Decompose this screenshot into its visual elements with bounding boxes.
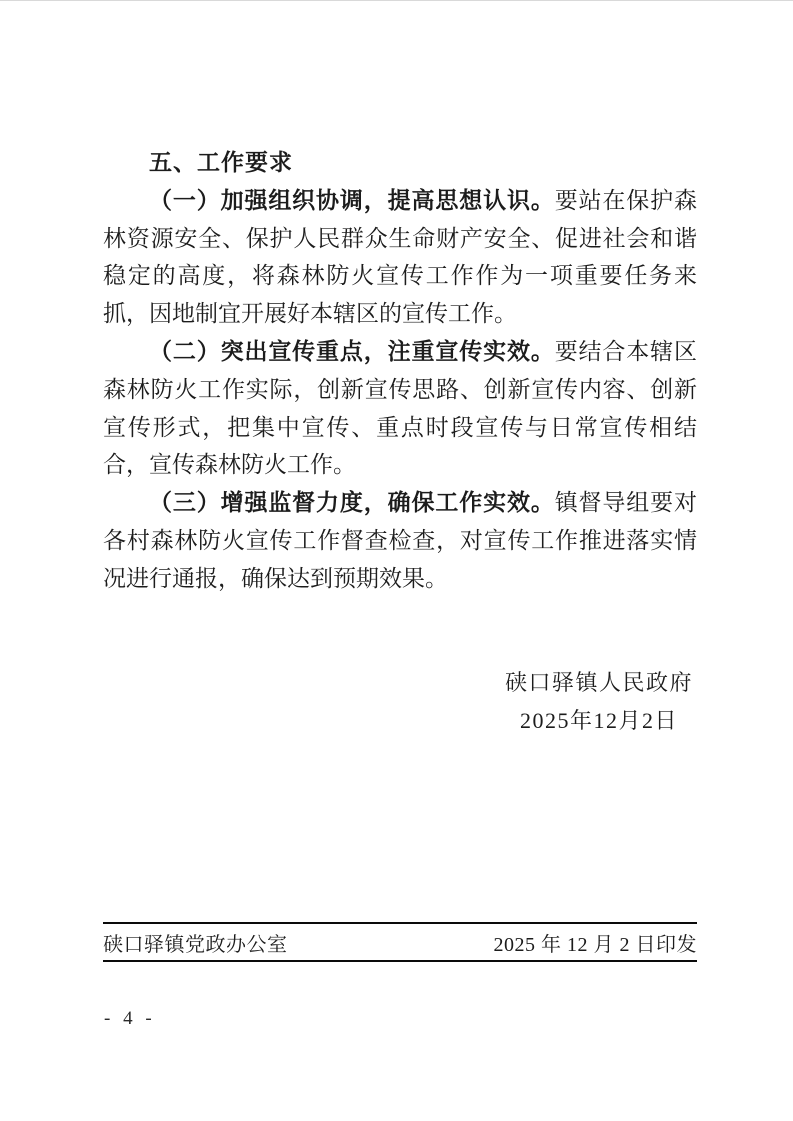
footer-row	[103, 924, 697, 960]
paragraph-3-text: 镇督导组要对各村森林防火宣传工作督查检查，对宣传工作推进落实情况进行通报，确保达到预期效果。	[103, 490, 698, 591]
signature-date: 2025年12月2日	[519, 707, 678, 733]
footer-office: 硖口驿镇党政办公室	[103, 933, 288, 956]
paragraph-3-lead: （三）增强监督力度，确保工作实效。	[149, 490, 555, 516]
document-body	[103, 144, 697, 598]
page-top-edge	[0, 0, 793, 1]
paragraph-1-text: 要站在保护森林资源安全、保护人民群众生命财产安全、促进社会和谐稳定的高度，将森林防火宣传工作作为一项重要任务来抓，因地制宜开展好本辖区的宣传工作。	[103, 187, 698, 327]
paragraph-2-text: 要结合本辖区森林防火工作实际，创新宣传思路、创新宣传内容、创新宣传形式，把集中宣传、重点时段宣传与日常宣传相结合，宣传森林防火工作。	[103, 338, 698, 478]
signature-issuer: 硖口驿镇人民政府	[504, 670, 693, 695]
footer-print-date: 2025 年 12 月 2 日印发	[493, 933, 697, 956]
footer-rule-bottom	[103, 960, 697, 962]
paragraph-1	[103, 182, 697, 333]
paragraph-1-lead: （一）加强组织协调，提高思想认识。	[149, 187, 555, 213]
section-heading: 五、工作要求	[149, 149, 293, 175]
signature-block	[505, 664, 693, 740]
paragraph-2-lead: （二）突出宣传重点，注重宣传实效。	[149, 338, 555, 364]
paragraph-3	[103, 484, 697, 597]
page-number: - 4 -	[104, 1008, 156, 1029]
paragraph-2	[103, 333, 697, 484]
